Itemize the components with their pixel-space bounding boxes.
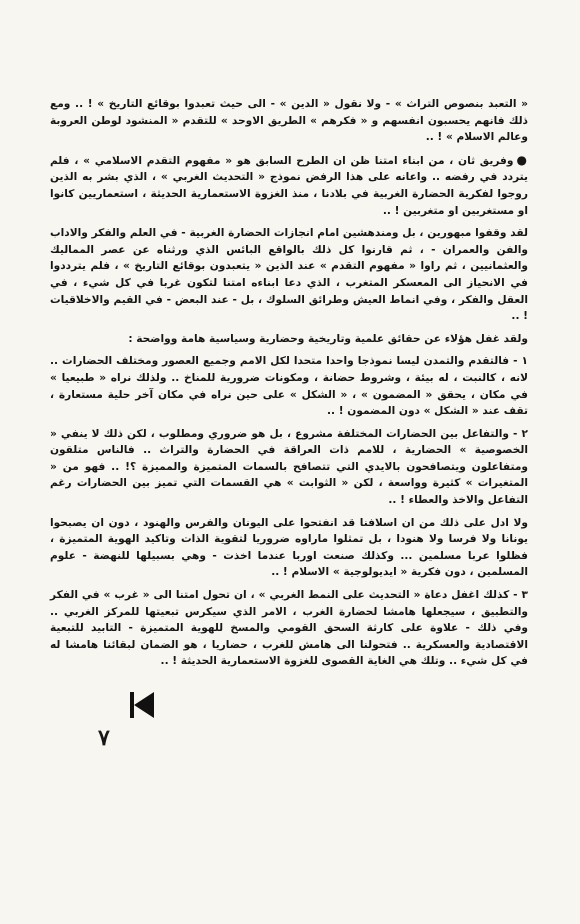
paragraph-3: لقد وقفوا مبهورين ، بل ومندهشين امام انجازات الحضارة الغربية - في العلم والفكر والاداب والفن والعمران - ، ثم قارنوا كل ذلك بالواقع البائس الذي ورثناه عن عصر المماليك والعثمانيين ، ثم راوا « مفهوم التقدم » عند الذين « يتعبدون بوقائع التاريخ » ، فلم يترددوا في الانحياز الى المعسكر المتغرب ، الذي دعا ابناءه امتنا لتكون غربا في كل شيء ، في العقل والفكر ، وفي انماط العيش وطرائق السلوك ، بل - عند البعض - في القيم والاخلاقيات ! ..: [50, 227, 528, 323]
bullet-dot-icon: ●: [516, 152, 528, 167]
arrow-left-triangle-icon: [130, 690, 156, 720]
page-number: ٧: [98, 725, 110, 751]
paragraph-6: ٢ - والتفاعل بين الحضارات المختلفة مشروع ، بل هو ضروري ومطلوب ، لكن ذلك لا ينفي « الخصوصية » الحضارية ، للامم ذات العراقة في الحضارة والتراث .. فالناس متلقون ومتفاعلون ويتصافحون بالايدي التي تتصافح بالسمات المتميزة والمميزة ؟! .. فهو من « المتغيرات » كثيرة وواسعة ، لكن « الثوابت » هي القسمات التي تميز بين الحضارات رغم التفاعل والاخذ والعطاء ! ..: [50, 427, 528, 507]
paragraph-4: ولقد غفل هؤلاء عن حقائق علمية وتاريخية وحضارية وسياسية هامة وواضحة :: [128, 332, 528, 345]
paragraph-1: « التعبد بنصوص التراث » - ولا نقول « الدين » - الى حيث تعبدوا بوقائع التاريخ » ! .. ومع ذلك فانهم يحسبون انفسهم و « فكرهم » الطريق الاوحد » للتقدم « المنشود لوطن العروبة وعالم الاسلام » ! ..: [50, 98, 528, 144]
article-body: [50, 96, 528, 676]
paragraph-8: ٣ - كذلك اغفل دعاة « التحديث على النمط الغربي » ، ان تحول امتنا الى « غرب » في الفكر والتطبيق ، سيجعلها هامشا لحضارة الغرب ، الامر الذي سيكرس تبعيتها للمركز الغربي .. وفي ذلك - علاوة على كارثة السحق القومي والمسخ للهوية المتميزة - التابيد للتبعية الاقتصادية والعسكرية .. فتحولنا الى هامش للغرب ، حضاريا ، هو الضمان لبقائنا هامشا له في كل شيء .. وتلك هي الغاية القصوى للغزوة الاستعمارية الحديثة ! ..: [50, 589, 528, 668]
paragraph-5: ١ - فالتقدم والتمدن ليسا نموذجا واحدا متحدا لكل الامم وجميع العصور ومختلف الحضارات .. لانه ، كالنبت ، له بيئة ، وشروط حضانة ، ومكونات ضرورية للمناخ .. ولذلك نراه « طبيعيا » في مكان ، يحقق « المضمون » ، « الشكل » على حين نراه في مكان آخر حلية مستعارة ، تقف عند « الشكل » دون المضمون ! ..: [50, 355, 528, 418]
paragraph-2: [50, 152, 528, 219]
paragraph-7: ولا ادل على ذلك من ان اسلافنا قد انفتحوا على اليونان والفرس والهنود ، دون ان يصبحوا يونانا ولا فرسا ولا هنودا ، بل تمثلوا ماراوه ضروريا لتقوية الذات وتاكيد الهوية المتميزة ، فظلوا عربا مسلمين ... وكذلك صنعت اوربا عندما اخذت - وهي بسبيلها للنهضة - علوم المسلمين ، دون فكرية « ايديولوجية » الاسلام ! ..: [50, 516, 528, 579]
paragraph-2-text: وفريق ثان ، من ابناء امتنا ظن ان الطرح السابق هو « مفهوم التقدم الاسلامي » ، فلم يتردد في رفضه .. واعانه على هذا الرفض نموذج « التحديث الغربي » ، الذي بشر به الذين روجوا لفكرية الحضارة الغربية في بلادنا ، منذ الغزوة الاستعمارية الحديثة ، استعماريين كانوا او مستغربين او متغربين ! ..: [50, 154, 528, 217]
